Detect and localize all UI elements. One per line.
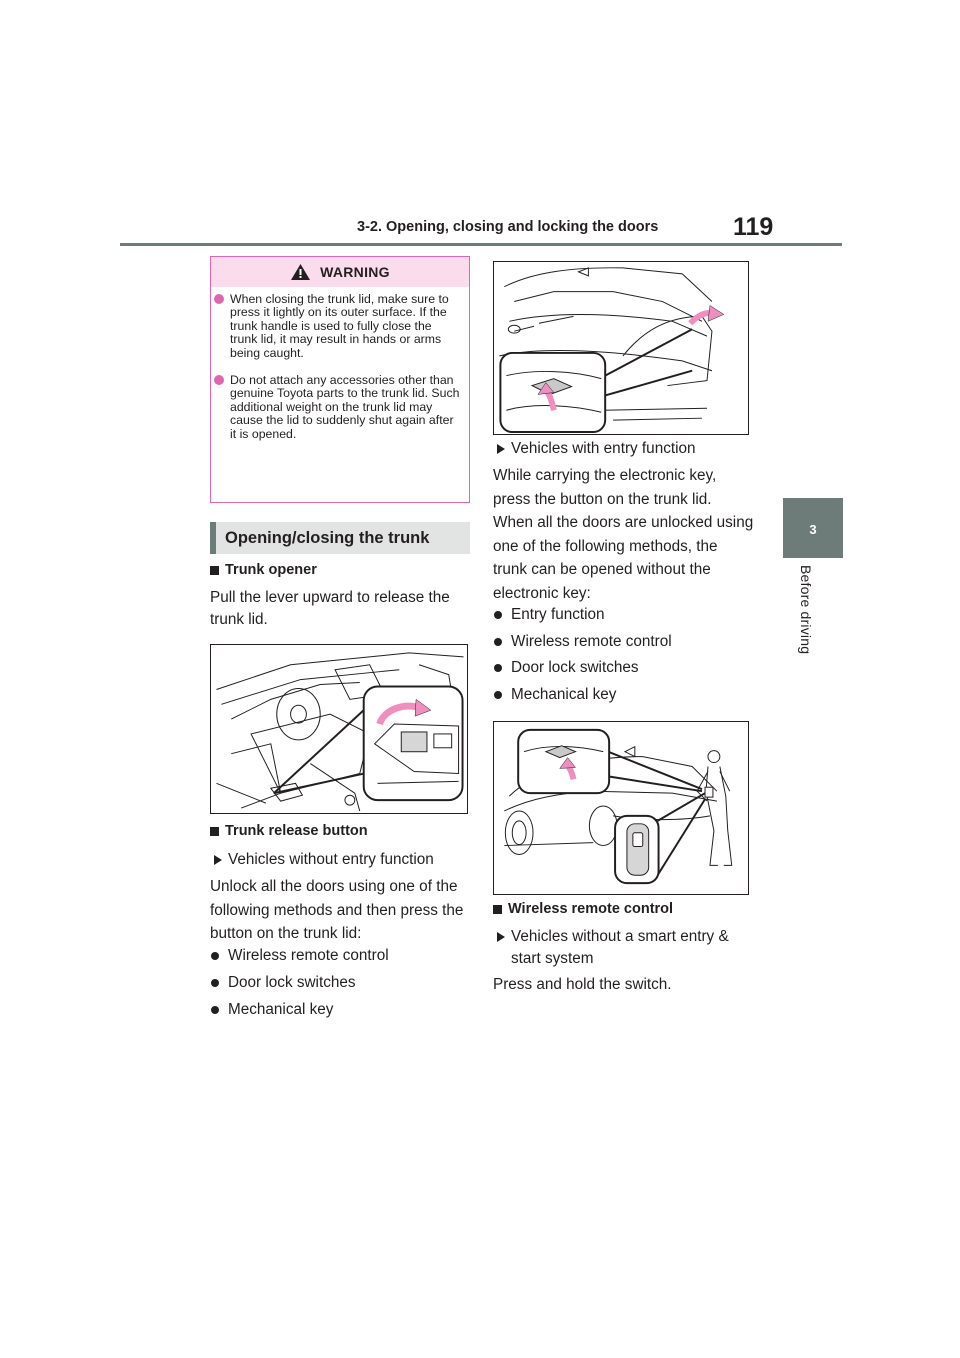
trunk-button-illustration bbox=[493, 261, 749, 435]
list-item bbox=[493, 657, 639, 679]
with-entry-unlock-text: When all the doors are unlocked using one of the following methods, the trunk can be opened without the electronic key: bbox=[493, 514, 754, 602]
bullet-dot-icon bbox=[493, 684, 511, 706]
bullet-dot-icon bbox=[210, 945, 228, 967]
warning-text: Do not attach any accessories other than genuine Toyota parts to the trunk lid. Such additional weight on the trunk lid may cause the lid to suddenly shut again after it is opened. bbox=[230, 373, 460, 441]
method-label: Wireless remote control bbox=[511, 633, 672, 650]
bullet-dot-icon bbox=[214, 294, 224, 304]
page-number: 119 bbox=[733, 213, 774, 241]
bullet-dot-icon bbox=[214, 375, 224, 385]
triangle-bullet-icon bbox=[210, 849, 228, 871]
list-item bbox=[210, 999, 333, 1021]
square-bullet-icon bbox=[210, 827, 219, 836]
square-bullet-icon bbox=[493, 905, 502, 914]
list-item bbox=[493, 631, 672, 653]
method-label: Wireless remote control bbox=[228, 947, 389, 964]
bullet-dot-icon bbox=[210, 972, 228, 994]
wireless-remote-heading bbox=[493, 901, 673, 917]
warning-box bbox=[210, 256, 470, 503]
trunk-opener-text: Pull the lever upward to release the trunk lid. bbox=[210, 589, 450, 628]
list-item bbox=[210, 945, 389, 967]
vehicle-type-with-entry bbox=[493, 438, 696, 460]
vehicle-type-label: Vehicles with entry function bbox=[511, 440, 696, 457]
without-entry-instructions: Unlock all the doors using one of the following methods and then press the button on the trunk lid: bbox=[210, 878, 464, 942]
warning-item bbox=[211, 293, 469, 360]
warning-header bbox=[211, 257, 469, 287]
wireless-remote-text: Press and hold the switch. bbox=[493, 976, 672, 993]
warning-item bbox=[211, 374, 469, 441]
section-title: 3-2. Opening, closing and locking the doors bbox=[357, 219, 659, 235]
vehicle-type-label: Vehicles without entry function bbox=[228, 851, 434, 868]
bullet-dot-icon bbox=[493, 657, 511, 679]
warning-triangle-icon bbox=[290, 263, 311, 281]
section-heading: Opening/closing the trunk bbox=[210, 522, 470, 554]
wireless-remote-title: Wireless remote control bbox=[508, 901, 674, 917]
car-interior-lever-image bbox=[211, 645, 467, 813]
method-label: Door lock switches bbox=[228, 974, 356, 991]
list-item bbox=[493, 684, 616, 706]
header-divider bbox=[120, 243, 842, 246]
bullet-dot-icon bbox=[210, 999, 228, 1021]
method-label: Door lock switches bbox=[511, 659, 639, 676]
square-bullet-icon bbox=[210, 566, 219, 575]
list-item bbox=[493, 604, 605, 626]
trunk-release-heading bbox=[210, 823, 368, 839]
method-label: Mechanical key bbox=[228, 1001, 334, 1018]
trunk-opener-heading bbox=[210, 562, 317, 578]
method-label: Entry function bbox=[511, 606, 605, 623]
trunk-release-title: Trunk release button bbox=[225, 823, 368, 839]
vehicle-type-without-entry bbox=[210, 849, 434, 871]
chapter-tab: 3 bbox=[783, 498, 843, 558]
warning-text: When closing the trunk lid, make sure to press it lightly on its outer surface. If the trunk handle is used to fully close the trunk lid, it may result in hands or arms being caught. bbox=[230, 292, 449, 360]
trunk-opener-illustration bbox=[210, 644, 468, 814]
list-item bbox=[210, 972, 356, 994]
triangle-bullet-icon bbox=[493, 926, 511, 970]
with-entry-instructions: While carrying the electronic key, press the button on the trunk lid. bbox=[493, 467, 717, 508]
warning-title: WARNING bbox=[320, 264, 390, 280]
bullet-dot-icon bbox=[493, 604, 511, 626]
method-label: Mechanical key bbox=[511, 686, 617, 703]
entry-function-illustration bbox=[493, 721, 749, 895]
car-person-key-image bbox=[494, 722, 748, 894]
vehicle-type-without-smart-entry bbox=[493, 926, 755, 970]
triangle-bullet-icon bbox=[493, 438, 511, 460]
chapter-label: Before driving bbox=[798, 565, 814, 655]
bullet-dot-icon bbox=[493, 631, 511, 653]
vehicle-type-label: Vehicles without a smart entry & start system bbox=[511, 928, 729, 967]
trunk-opener-title: Trunk opener bbox=[225, 562, 317, 578]
car-rear-button-image bbox=[494, 262, 748, 434]
